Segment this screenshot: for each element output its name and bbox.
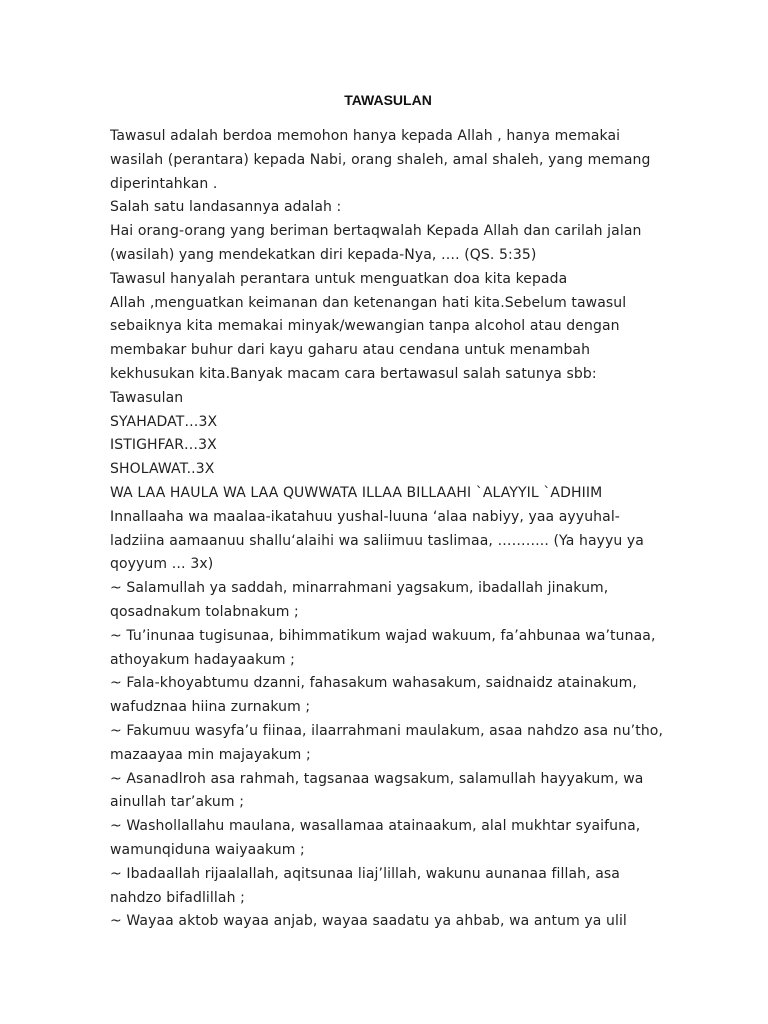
body-line: ~ Fala-khoyabtumu dzanni, fahasakum wahasakum, saidnaidz atainakum, — [110, 675, 637, 692]
body-line: wasilah (perantara) kepada Nabi, orang shaleh, amal shaleh, yang memang — [110, 151, 651, 168]
body-line: qosadnakum tolabnakum ; — [110, 603, 299, 620]
body-line: SHOLAWAT..3X — [110, 461, 215, 478]
body-line: ~ Salamullah ya saddah, minarrahmani yagsakum, ibadallah jinakum, — [110, 580, 609, 597]
body-line: ladziina aamaanuu shallu‘alaihi wa saliimuu taslimaa, ……….. (Ya hayyu ya — [110, 532, 644, 549]
body-line: ~ Ibadaallah rijaalallah, aqitsunaa liaj’lillah, wakunu aunanaa fillah, asa — [110, 865, 620, 882]
document-title: TAWASULAN — [344, 92, 432, 108]
document-body — [110, 125, 730, 934]
body-line: Allah ,menguatkan keimanan dan ketenangan hati kita.Sebelum tawasul — [110, 294, 627, 311]
body-line: wafudznaa hiina zurnakum ; — [110, 699, 311, 716]
body-line: Innallaaha wa maalaa-ikatahuu yushal-luuna ‘alaa nabiyy, yaa ayyuhal- — [110, 508, 620, 525]
body-line: (wasilah) yang mendekatkan diri kepada-Nya, …. (QS. 5:35) — [110, 246, 537, 263]
body-line: ~ Asanadlroh asa rahmah, tagsanaa wagsakum, salamullah hayyakum, wa — [110, 770, 644, 787]
body-line: ~ Washollallahu maulana, wasallamaa atainaakum, alal mukhtar syaifuna, — [110, 818, 641, 835]
body-line: sebaiknya kita memakai minyak/wewangian tanpa alcohol atau dengan — [110, 318, 620, 335]
body-line: nahdzo bifadlillah ; — [110, 889, 245, 906]
body-line: qoyyum … 3x) — [110, 556, 214, 573]
body-line: ~ Fakumuu wasyfa’u fiinaa, ilaarrahmani maulakum, asaa nahdzo asa nu’tho, — [110, 722, 664, 739]
body-line: Tawasulan — [110, 389, 184, 406]
body-line: membakar buhur dari kayu gaharu atau cendana untuk menambah — [110, 342, 591, 359]
body-line: SYAHADAT…3X — [110, 413, 218, 430]
body-line: ~ Wayaa aktob wayaa anjab, wayaa saadatu ya ahbab, wa antum ya ulil — [110, 913, 627, 930]
body-line: wamunqiduna waiyaakum ; — [110, 841, 305, 858]
body-line: athoyakum hadayaakum ; — [110, 651, 295, 668]
body-line: mazaayaa min majayakum ; — [110, 746, 311, 763]
body-line: Salah satu landasannya adalah : — [110, 199, 342, 216]
body-line: ~ Tu’inunaa tugisunaa, bihimmatikum wajad wakuum, fa’ahbunaa wa’tunaa, — [110, 627, 656, 644]
body-line: kekhusukan kita.Banyak macam cara bertawasul salah satunya sbb: — [110, 365, 597, 382]
body-line: diperintahkan . — [110, 175, 218, 192]
body-line: ainullah tar’akum ; — [110, 794, 245, 811]
body-line: Hai orang-orang yang beriman bertaqwalah Kepada Allah dan carilah jalan — [110, 223, 642, 240]
body-line: WA LAA HAULA WA LAA QUWWATA ILLAA BILLAAHI `ALAYYIL `ADHIIM — [110, 484, 603, 501]
body-line: ISTIGHFAR…3X — [110, 437, 217, 454]
body-line: Tawasul hanyalah perantara untuk menguatkan doa kita kepada — [110, 270, 568, 287]
body-line: Tawasul adalah berdoa memohon hanya kepada Allah , hanya memakai — [110, 128, 621, 144]
